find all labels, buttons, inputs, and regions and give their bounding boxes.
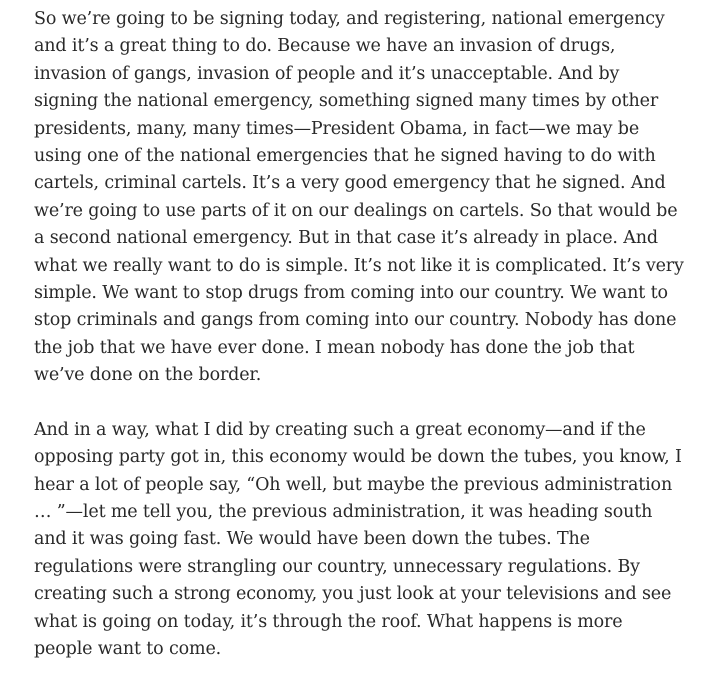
article-body bbox=[34, 6, 686, 690]
paragraph-2: And in a way, what I did by creating such a great economy—and if the opposing party got in, this economy would be down the tubes, you know, I hear a lot of people say, “Oh well, but maybe the previous administration … ”—let me tell you, the previous administration, it was heading south and it was going fast. We would have been down the tubes. The regulations were strangling our country, unnecessary regulations. By creating such a strong economy, you just look at your televisions and see what is going on today, it’s through the roof. What happens is more people want to come. bbox=[34, 419, 682, 659]
paragraph-1: So we’re going to be signing today, and registering, national emergency and it’s a great thing to do. Because we have an invasion of drugs, invasion of gangs, invasion of people and it’s unacceptable. And by signing the national emergency, something signed many times by other presidents, many, many times—President Obama, in fact—we may be using one of the national emergencies that he signed having to do with cartels, criminal cartels. It’s a very good emergency that he signed. And we’re going to use parts of it on our dealings on cartels. So that would be a second national emergency. But in that case it’s already in place. And what we really want to do is simple. It’s not like it is complicated. It’s very simple. We want to stop drugs from coming into our country. We want to stop criminals and gangs from coming into our country. Nobody has done the job that we have ever done. I mean nobody has done the job that we’ve done on the border. bbox=[34, 9, 684, 386]
